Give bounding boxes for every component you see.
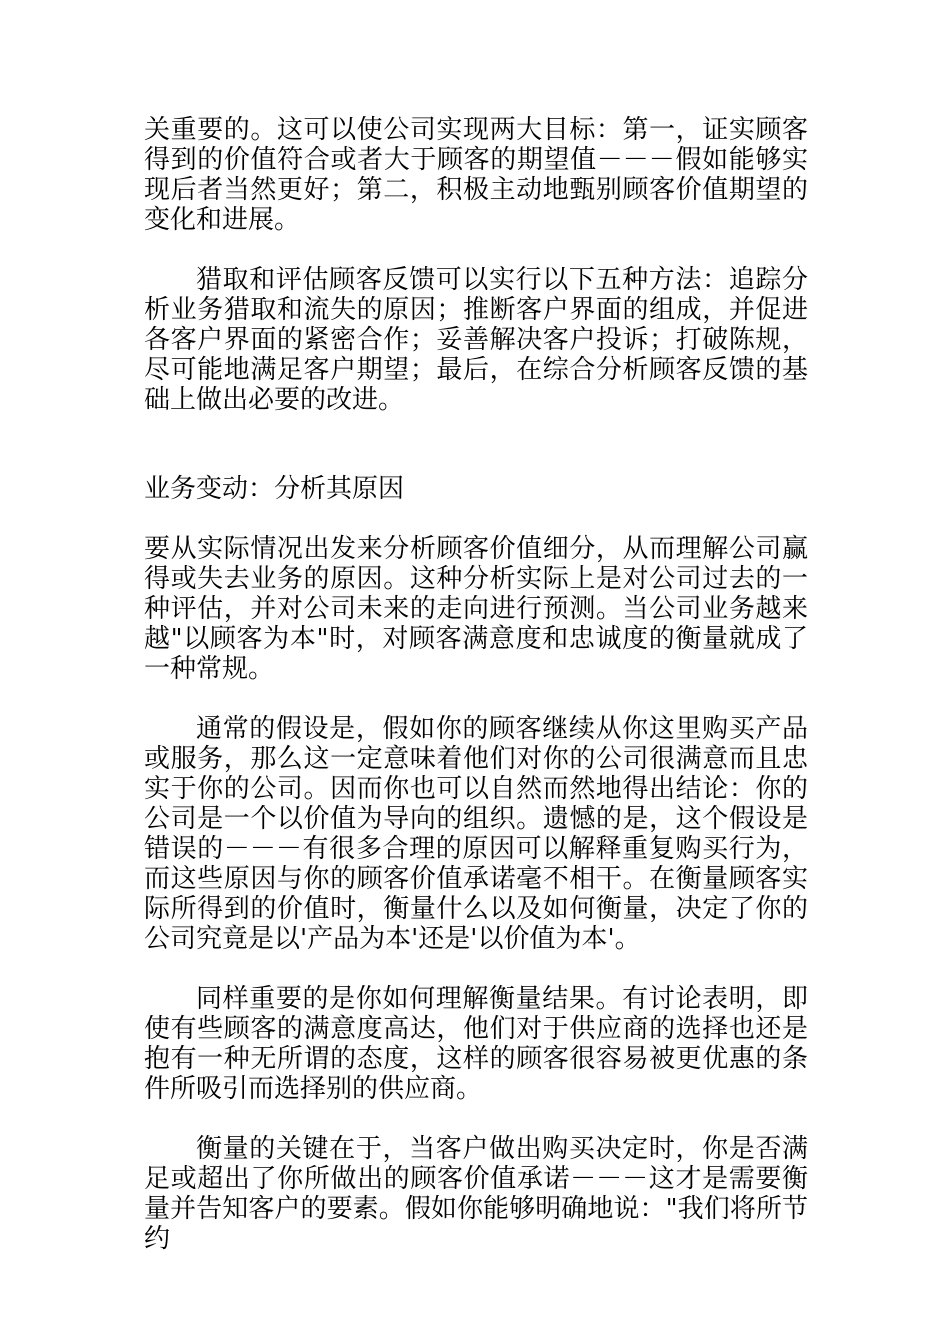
paragraph-continuation: 关重要的。这可以使公司实现两大目标：第一，证实顾客得到的价值符合或者大于顾客的期望值－－－假如能够实现后者当然更好；第二，积极主动地甄别顾客价值期望的变化和进展。	[144, 115, 808, 235]
paragraph-common-assumption: 通常的假设是，假如你的顾客继续从你这里购买产品或服务，那么这一定意味着他们对你的公司很满意而且忠实于你的公司。因而你也可以自然而然地得出结论：你的公司是一个以价值为导向的组织。遗憾的是，这个假设是错误的－－－有很多合理的原因可以解释重复购买行为，而这些原因与你的顾客价值承诺毫不相干。在衡量顾客实际所得到的价值时，衡量什么以及如何衡量，决定了你的公司究竟是以'产品为本'还是'以价值为本'。	[144, 714, 808, 954]
document-page	[144, 115, 808, 1254]
paragraph-understanding-results: 同样重要的是你如何理解衡量结果。有讨论表明，即使有些顾客的满意度高达，他们对于供应商的选择也还是抱有一种无所谓的态度，这样的顾客很容易被更优惠的条件所吸引而选择别的供应商。	[144, 984, 808, 1104]
paragraph-feedback-methods: 猎取和评估顾客反馈可以实行以下五种方法：追踪分析业务猎取和流失的原因；推断客户界面的组成，并促进各客户界面的紧密合作；妥善解决客户投诉；打破陈规，尽可能地满足客户期望；最后，在综合分析顾客反馈的基础上做出必要的改进。	[144, 265, 808, 415]
paragraph-measurement-key: 衡量的关键在于，当客户做出购买决定时，你是否满足或超出了你所做出的顾客价值承诺－－－这才是需要衡量并告知客户的要素。假如你能够明确地说："我们将所节约	[144, 1134, 808, 1254]
section-heading: 业务变动：分析其原因	[144, 474, 405, 504]
paragraph-analysis-intro: 要从实际情况出发来分析顾客价值细分，从而理解公司赢得或失去业务的原因。这种分析实际上是对公司过去的一种评估，并对公司未来的走向进行预测。当公司业务越来越"以顾客为本"时，对顾客满意度和忠诚度的衡量就成了一种常规。	[144, 534, 808, 684]
